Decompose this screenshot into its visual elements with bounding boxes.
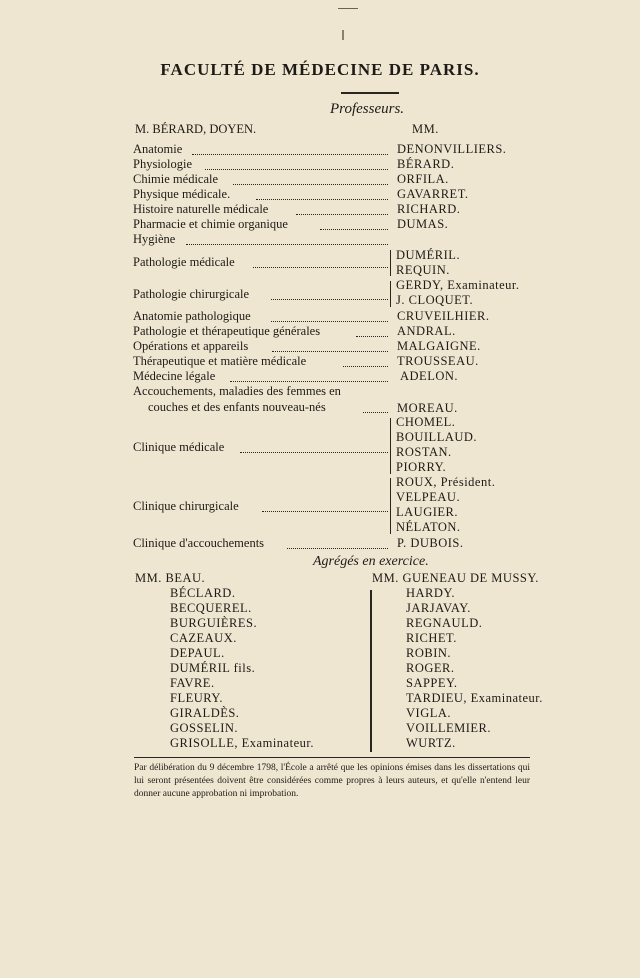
agrege-name: GIRALDÈS. [170, 706, 240, 720]
column-divider [370, 590, 372, 752]
agrege-name: GOSSELIN. [170, 721, 239, 735]
chair-professor: ROUX, Président. [396, 475, 496, 489]
chair-subject: Accouchements, maladies des femmes en [133, 384, 341, 398]
professeurs-heading: Professeurs. [330, 101, 405, 117]
chair-subject: Anatomie [133, 142, 183, 156]
agrege-name: BÉCLARD. [170, 586, 236, 600]
leader-dots [230, 381, 388, 382]
chair-professor: CHOMEL. [396, 415, 456, 429]
chair-subject: Pathologie et thérapeutique générales [133, 324, 321, 338]
leader-dots [186, 244, 388, 245]
leader-dots [205, 169, 388, 170]
chair-subject: Clinique chirurgicale [133, 499, 239, 513]
leader-dots [296, 214, 388, 215]
chair-subject: Histoire naturelle médicale [133, 202, 269, 216]
leader-dots [272, 351, 388, 352]
chair-professor: VELPEAU. [396, 490, 461, 504]
chair-subject: Hygiène [133, 232, 176, 246]
leader-dots [233, 184, 388, 185]
leader-dots [262, 511, 388, 512]
leader-dots [287, 548, 388, 549]
chair-subject: Clinique d'accouchements [133, 536, 265, 550]
name-bracket [390, 418, 391, 474]
name-bracket [390, 478, 391, 534]
chair-professor: ORFILA. [397, 172, 449, 186]
chair-professor: J. CLOQUET. [396, 293, 474, 307]
name-bracket [390, 281, 391, 307]
chair-subject: Physiologie [133, 157, 193, 171]
agrege-name: REGNAULD. [406, 616, 483, 630]
agrege-name: BURGUIÈRES. [170, 616, 258, 630]
agrege-name: ROBIN. [406, 646, 452, 660]
agrege-name: CAZEAUX. [170, 631, 237, 645]
agrege-name: SAPPEY. [406, 676, 458, 690]
agrege-name: HARDY. [406, 586, 455, 600]
chair-subject: Clinique médicale [133, 440, 225, 454]
leader-dots [363, 412, 388, 413]
agrege-name: MM. BEAU. [135, 571, 206, 585]
agrege-name: RICHET. [406, 631, 457, 645]
chair-professor: P. DUBOIS. [397, 536, 464, 550]
chair-subject: Anatomie pathologique [133, 309, 251, 323]
dean-line: M. BÉRARD, DOYEN. [135, 122, 257, 136]
chair-professor: ANDRAL. [397, 324, 456, 338]
leader-dots [271, 321, 388, 322]
footnote-rule [134, 757, 530, 758]
chair-professor: REQUIN. [396, 263, 450, 277]
chair-subject: Physique médicale. [133, 187, 231, 201]
chair-subject: Pathologie médicale [133, 255, 235, 269]
chair-professor: ROSTAN. [396, 445, 452, 459]
chair-professor: DUMAS. [397, 217, 449, 231]
agrege-name: VOILLEMIER. [406, 721, 491, 735]
agrege-name: BECQUEREL. [170, 601, 252, 615]
leader-dots [192, 154, 388, 155]
chair-subject-continued: couches et des enfants nouveau-nés [148, 400, 326, 414]
agrege-name: ROGER. [406, 661, 455, 675]
agrege-name: DUMÉRIL fils. [170, 661, 256, 675]
chair-professor: GERDY, Examinateur. [396, 278, 520, 292]
chair-professor: DENONVILLIERS. [397, 142, 507, 156]
chair-professor: BOUILLAUD. [396, 430, 478, 444]
leader-dots [343, 366, 388, 367]
chair-professor: RICHARD. [397, 202, 461, 216]
name-bracket [390, 250, 391, 276]
leader-dots [253, 267, 388, 268]
title-rule [341, 92, 399, 94]
leader-dots [356, 336, 388, 337]
leader-dots [320, 229, 388, 230]
agrege-name: VIGLA. [406, 706, 452, 720]
chair-professor: MALGAIGNE. [397, 339, 481, 353]
page-title: FACULTÉ DE MÉDECINE DE PARIS. [160, 60, 480, 79]
chair-professor: LAUGIER. [396, 505, 458, 519]
chair-professor: BÉRARD. [397, 157, 455, 171]
chair-professor: PIORRY. [396, 460, 447, 474]
printers-mark [338, 8, 358, 13]
mm-label: MM. [412, 122, 439, 136]
chair-subject: Opérations et appareils [133, 339, 249, 353]
agrege-name: DEPAUL. [170, 646, 225, 660]
chair-subject: Chimie médicale [133, 172, 219, 186]
footnote: Par délibération du 9 décembre 1798, l'École a arrêté que les opinions émises dans les dissertations qui lui seront présentées doivent être considérées comme propres à leurs auteurs, et qu'elle n'entend leur donner aucune approbation ni improbation. [134, 763, 530, 799]
agreges-heading: Agrégés en exercice. [313, 554, 429, 569]
chair-professor: MOREAU. [397, 401, 458, 415]
chair-professor: TROUSSEAU. [397, 354, 479, 368]
chair-subject: Pathologie chirurgicale [133, 287, 250, 301]
chair-professor: DUMÉRIL. [396, 248, 461, 262]
printers-mark-dot [342, 30, 344, 40]
chair-professor: GAVARRET. [397, 187, 469, 201]
agrege-name: MM. GUENEAU DE MUSSY. [372, 571, 539, 585]
chair-professor: CRUVEILHIER. [397, 309, 490, 323]
leader-dots [271, 299, 388, 300]
chair-professor: NÉLATON. [396, 520, 461, 534]
leader-dots [256, 199, 388, 200]
agrege-name: GRISOLLE, Examinateur. [170, 736, 314, 750]
chair-subject: Médecine légale [133, 369, 216, 383]
agrege-name: JARJAVAY. [406, 601, 471, 615]
agrege-name: TARDIEU, Examinateur. [406, 691, 543, 705]
leader-dots [240, 452, 388, 453]
chair-subject: Thérapeutique et matière médicale [133, 354, 307, 368]
agrege-name: FAVRE. [170, 676, 215, 690]
agrege-name: FLEURY. [170, 691, 223, 705]
chair-professor: ADELON. [400, 369, 459, 383]
agrege-name: WURTZ. [406, 736, 456, 750]
chair-subject: Pharmacie et chimie organique [133, 217, 288, 231]
